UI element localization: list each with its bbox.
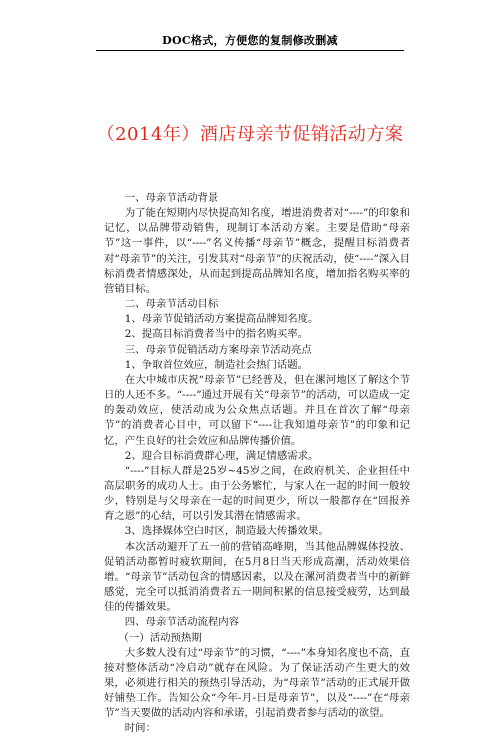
paragraph: 一、母亲节活动背景 [124, 192, 219, 204]
paragraph: 1、争取首位效应，制造社会热门话题。 [124, 358, 309, 371]
paragraph: 3、选择媒体空白时区，制造最大传播效果。 [124, 525, 329, 538]
paragraph: 大多数人没有过“母亲节”的习惯，“----”本身知名度也不高，直接对整体活动“冷启动”就存在风险。为了保证活动产生更大的效果，必须进行相关的预热引导活动，为“母亲节”活动的正式展开做好铺垫工作。告知公众“今年-月-日是母亲节”，以及“----”在“母亲节”当天要做的活动内容和承诺，引起消费者参与活动的欲望。 [104, 646, 410, 720]
document-title: （2014年）酒店母亲节促销活动方案 [96, 124, 404, 145]
paragraph: 三、母亲节促销活动方案母亲节活动亮点 [124, 343, 312, 356]
paragraph: 本次活动避开了五一前的营销高峰期，当其他品牌媒体投放、促销活动都暂时疲软期间，在5月8日当天形成高潮，活动效果倍增。“母亲节”活动包含的情感因素，以及在漯河消费者当中的新鲜感觉，完全可以抵消消费者五一期间积累的信息接受疲劳，达到最佳的传播效果。 [104, 540, 410, 614]
paragraph: “----”目标人群是25岁~45岁之间，在政府机关、企业担任中高层职务的成功人士。由于公务繁忙，与家人在一起的时间一般较少，特别是与父母亲在一起的时间更少，所以一般都存在“回报养育之恩”的心结，可以引发其潜在情感需求。 [104, 464, 410, 523]
paragraph: 二、母亲节活动目标 [124, 298, 219, 311]
paragraph: （一）活动预热期 [118, 631, 202, 644]
paragraph: 在大中城市庆祝“母亲节”已经普及，但在漯河地区了解这个节日的人还不多。“----”通过开展有关“母亲节”的活动，可以造成一定的轰动效应，使活动成为公众焦点话题。并且在首次了解“母亲节”的消费者心目中，可以留下“----让我知道母亲节”的印象和记忆，产生良好的社会效应和品牌传播价值。 [104, 373, 410, 447]
page-header: DOC格式，方便您的复制修改删减 [162, 34, 338, 47]
document-body [104, 191, 410, 737]
paragraph: 1、母亲节促销活动方案提高品牌知名度。 [124, 313, 319, 326]
paragraph: 2、提高目标消费者当中的指名购买率。 [124, 328, 309, 341]
paragraph: 时间： [124, 722, 156, 735]
header-divider [96, 50, 404, 51]
paragraph: 四、母亲节活动流程内容 [124, 616, 240, 629]
paragraph: 2、迎合目标消费群心理，满足情感需求。 [124, 449, 319, 462]
paragraph: 为了能在短期内尽快提高知名度，增进消费者对“----”的印象和记忆，以品牌带动销售，现制订本活动方案。主要是借助“母亲节”这一事件，以“----”名义传播“母亲节”概念，提醒目标消费者对“母亲节”的关注，引发其对“母亲节”的庆祝活动，使“----”深入目标消费者情感深处，从而起到提高品牌知名度，增加指名购买率的营销目标。 [104, 207, 410, 295]
